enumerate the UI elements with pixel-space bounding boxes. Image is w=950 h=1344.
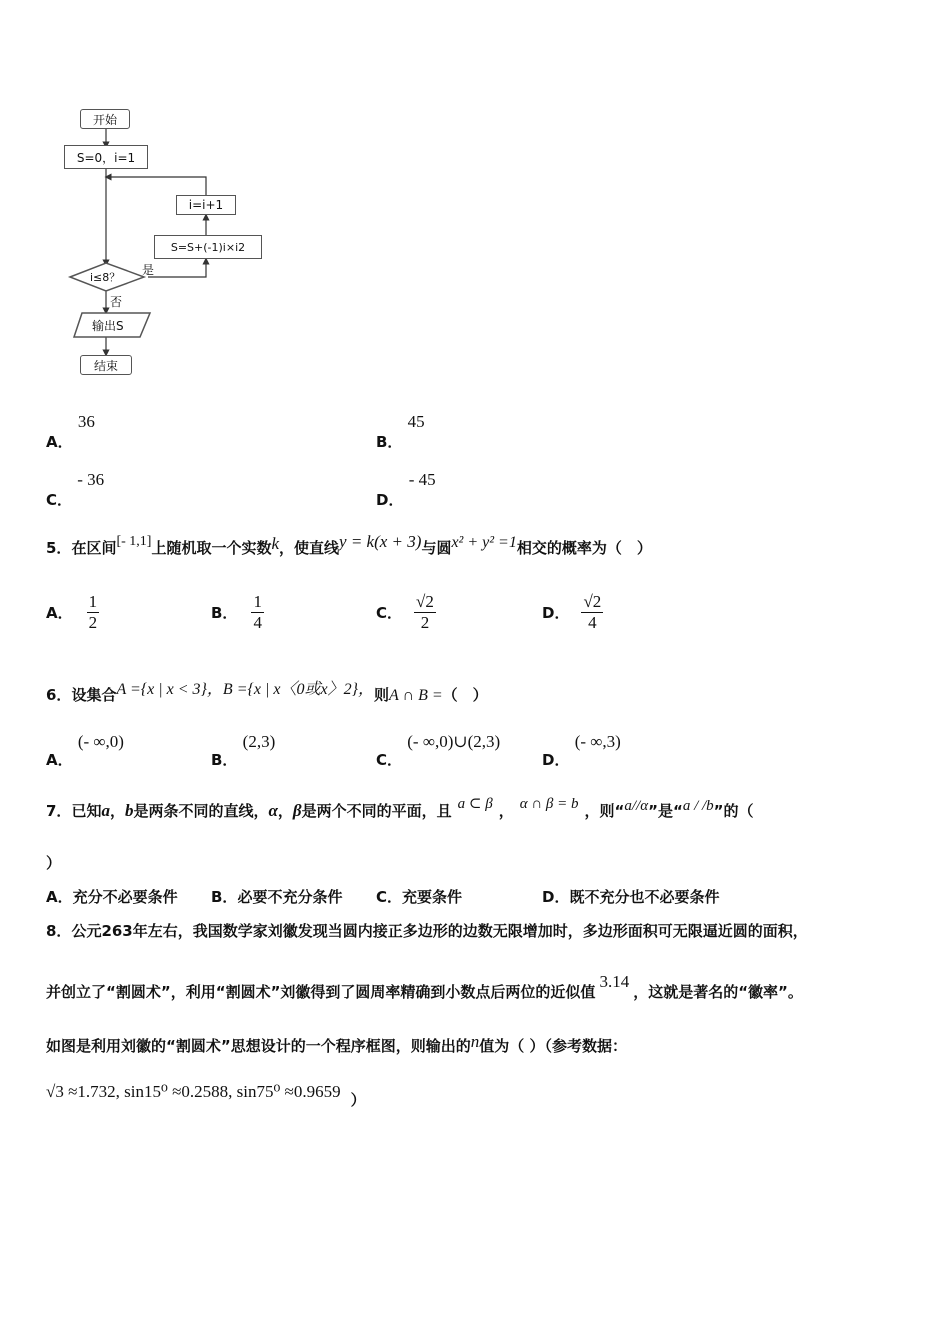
q5-text-4: 与圆 xyxy=(421,539,452,557)
q6-sets: A ={x | x < 3}，B ={x | x〈0或x〉2}， xyxy=(116,681,375,698)
q8-text-3a: 如图是利用刘徽的“割圆术”思想设计的一个程序框图，则输出的 xyxy=(46,1037,471,1055)
question-number: 8． xyxy=(46,922,72,940)
option-label: C． xyxy=(376,604,403,622)
q6-option-c xyxy=(376,732,500,770)
option-value: (2,3) xyxy=(242,732,276,751)
option-label: A． xyxy=(46,433,73,451)
option-value: 45 xyxy=(407,412,425,431)
option-value: - 45 xyxy=(408,470,436,489)
q5-text-1: 在区间 xyxy=(71,539,117,557)
q6-expr: A ∩ B = xyxy=(389,687,443,704)
q7-comma: ， xyxy=(109,802,125,820)
q6-text-1: 设集合 xyxy=(71,686,117,704)
q5-interval: [- 1,1] xyxy=(116,534,152,549)
q7-prop-2: a / /b xyxy=(682,798,714,814)
flowchart-increment: i=i+1 xyxy=(176,195,236,215)
q4-option-c xyxy=(46,470,104,510)
q7-cond-1: a ⊂ β xyxy=(457,796,493,812)
q7-prop-1: a//α xyxy=(624,798,649,814)
flowchart-no-label: 否 xyxy=(110,295,123,309)
q7-alpha: α xyxy=(268,801,278,820)
q7-b: b xyxy=(124,801,134,820)
option-value: 必要不充分条件 xyxy=(237,888,343,906)
fraction xyxy=(251,592,264,633)
q7-text-4: ，则“ xyxy=(584,802,625,820)
q7-option-c xyxy=(376,886,462,907)
option-value: - 36 xyxy=(77,470,105,489)
flowchart-start: 开始 xyxy=(80,109,130,129)
q5-circle-eq: x² + y² =1 xyxy=(451,534,517,551)
q7-text-6: ”的（ xyxy=(713,802,754,820)
question-number: 7． xyxy=(46,802,72,820)
q4-option-d xyxy=(376,470,436,510)
q5-line-eq: y = k(x + 3) xyxy=(339,532,422,551)
question-7 xyxy=(46,794,754,821)
option-value: 充分不必要条件 xyxy=(72,888,178,906)
q8-text-3b: 值为（ ）（参考数据： xyxy=(479,1037,627,1055)
question-6 xyxy=(46,676,488,705)
denominator: 4 xyxy=(253,613,262,632)
flowchart-end: 结束 xyxy=(80,355,132,375)
q5-option-b xyxy=(211,592,264,633)
fraction xyxy=(414,592,436,633)
q4-option-a xyxy=(46,412,95,452)
q5-option-d xyxy=(542,592,603,633)
option-value: (- ∞,0)∪(2,3) xyxy=(407,732,501,751)
q6-option-a xyxy=(46,732,124,770)
q5-option-c xyxy=(376,592,436,633)
q7-option-a xyxy=(46,886,178,907)
numerator: √2 xyxy=(416,592,434,611)
q8-text-2a: 并创立了“割圆术”，利用“割圆术”刘徽得到了圆周率精确到小数点后两位的近似值 xyxy=(46,983,596,1001)
q5-option-a xyxy=(46,592,99,633)
denominator: 2 xyxy=(88,613,98,632)
q7-text-5: ”是“ xyxy=(648,802,683,820)
numerator: √2 xyxy=(583,592,602,611)
numerator: 1 xyxy=(253,592,262,611)
q8-text-1: 公元263年左右，我国数学家刘徽发现当圆内接正多边形的边数无限增加时，多边形面积可无限逼近圆的面积， xyxy=(71,922,808,940)
option-label: C． xyxy=(376,888,403,906)
option-label: C． xyxy=(376,751,403,769)
question-number: 6． xyxy=(46,686,72,704)
q6-text-3: （ ） xyxy=(442,686,488,704)
numerator: 1 xyxy=(88,592,98,611)
fraction xyxy=(581,592,603,633)
q4-option-b xyxy=(376,412,425,452)
q8-pi-value: 3.14 xyxy=(599,972,630,991)
question-8-reference xyxy=(46,1082,366,1110)
question-8-line-2 xyxy=(46,972,803,1002)
question-number: 5． xyxy=(46,539,72,557)
q7-text-2: 是两条不同的直线， xyxy=(133,802,269,820)
q6-option-b xyxy=(211,732,275,770)
option-label: D． xyxy=(542,604,570,622)
q7-comma: ， xyxy=(277,802,293,820)
q5-text-2: 上随机取一个实数 xyxy=(151,539,272,557)
question-8-line-1 xyxy=(46,920,808,941)
option-label: B． xyxy=(211,751,238,769)
q5-text-5: 相交的概率为（ ） xyxy=(516,539,652,557)
flowchart-init: S=0，i=1 xyxy=(64,145,148,169)
option-label: C． xyxy=(46,491,73,509)
q7-close-paren: ） xyxy=(46,854,62,872)
q7-cond-2: α ∩ β = b xyxy=(519,796,579,812)
question-5 xyxy=(46,532,652,558)
fraction xyxy=(87,592,100,633)
option-label: B． xyxy=(376,433,403,451)
option-value: 36 xyxy=(77,412,95,431)
q7-beta: β xyxy=(292,801,302,820)
option-value: 充要条件 xyxy=(402,888,463,906)
option-label: D． xyxy=(542,888,570,906)
question-8-line-3 xyxy=(46,1032,627,1056)
option-value: (- ∞,3) xyxy=(574,732,621,751)
q5-text-3: ，使直线 xyxy=(279,539,340,557)
option-label: A． xyxy=(46,888,73,906)
q7-option-d xyxy=(542,886,719,907)
q7-a: a xyxy=(101,801,110,820)
q8-reference-data: √3 ≈1.732, sin15⁰ ≈0.2588, sin75⁰ ≈0.9659 xyxy=(46,1082,341,1101)
q5-var: k xyxy=(271,534,280,553)
option-value: (- ∞,0) xyxy=(77,732,124,751)
q6-text-2: 则 xyxy=(374,686,390,704)
q8-text-2b: ，这就是著名的“徽率”。 xyxy=(633,983,803,1001)
option-label: D． xyxy=(376,491,404,509)
q8-n: n xyxy=(470,1032,480,1051)
q8-close-paren: ） xyxy=(350,1091,366,1109)
q7-text-3: 是两个不同的平面，且 xyxy=(301,802,452,820)
option-value: 既不充分也不必要条件 xyxy=(569,888,720,906)
q6-option-d xyxy=(542,732,621,770)
denominator: 2 xyxy=(420,613,430,632)
flowchart-condition: i≤8？ xyxy=(90,271,121,284)
option-label: A． xyxy=(46,751,73,769)
flowchart-yes-label: 是 xyxy=(142,263,155,277)
q7-comma: ， xyxy=(498,802,514,820)
option-label: B． xyxy=(211,888,238,906)
option-label: B． xyxy=(211,604,238,622)
denominator: 4 xyxy=(588,613,597,632)
flowchart-output: 输出S xyxy=(92,319,124,333)
flowchart-update: S=S+(-1)i×i2 xyxy=(154,235,262,259)
q7-option-b xyxy=(211,886,342,907)
flowchart xyxy=(60,105,280,385)
option-label: D． xyxy=(542,751,570,769)
q7-text-1: 已知 xyxy=(71,802,102,820)
option-label: A． xyxy=(46,604,73,622)
